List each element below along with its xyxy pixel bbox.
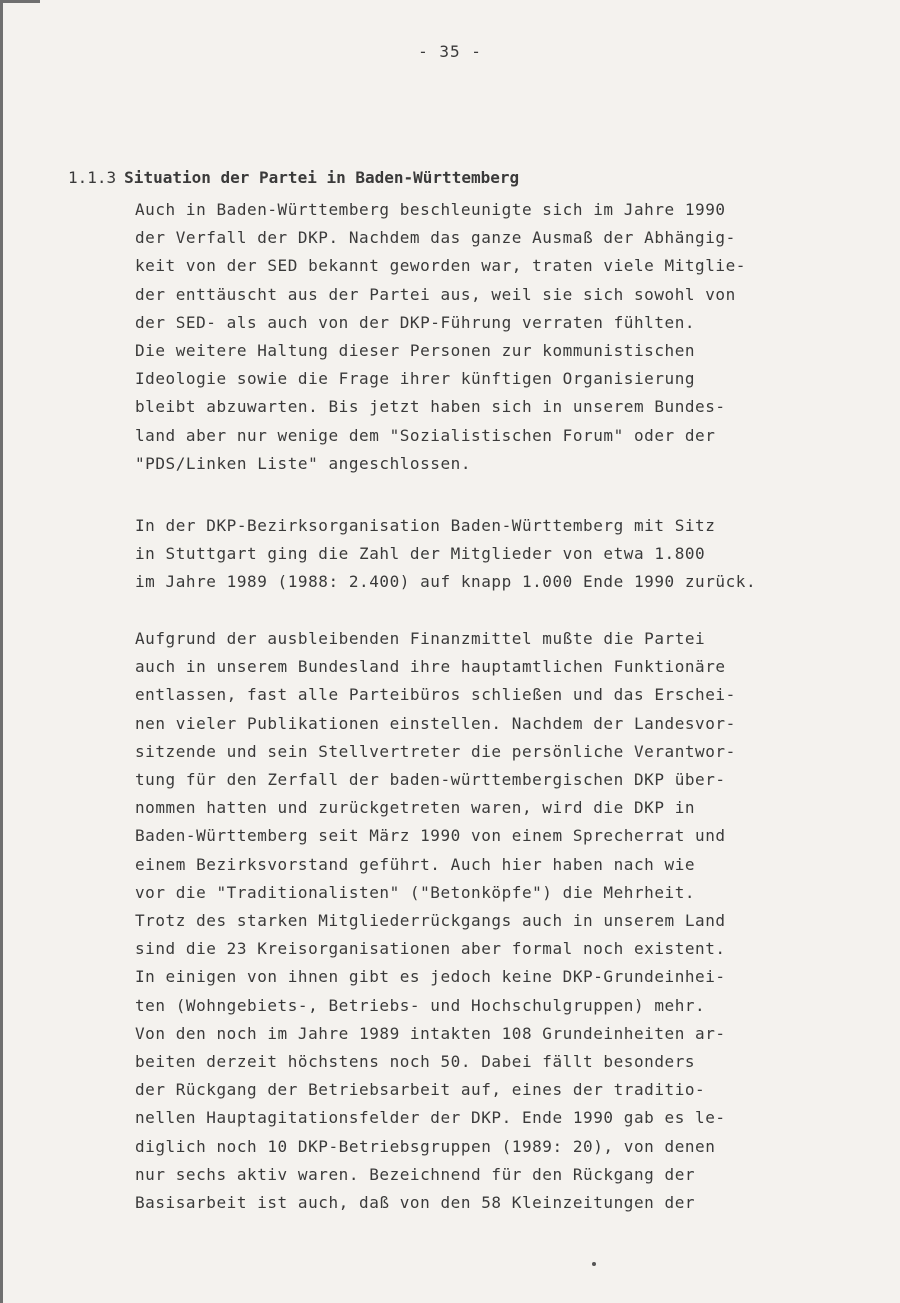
scan-edge-top	[0, 0, 40, 3]
paragraph-1: Auch in Baden-Württemberg beschleunigte sich im Jahre 1990 der Verfall der DKP. Nachdem das ganze Ausmaß der Abhängig- keit von der SED bekannt geworden war, traten viele Mitglie- der enttäuscht aus der Partei aus, weil sie sich sowohl von der SED- als auch von der DKP-Führung verraten fühlten. Die weitere Haltung dieser Personen zur kommunistischen Ideologie sowie die Frage ihrer künftigen Organisierung bleibt abzuwarten. Bis jetzt haben sich in unserem Bundes- land aber nur wenige dem "Sozialistischen Forum" oder der "PDS/Linken Liste" angeschlossen.	[135, 200, 746, 473]
section-heading	[68, 168, 519, 187]
paragraph-3: Aufgrund der ausbleibenden Finanzmittel mußte die Partei auch in unserem Bundesland ihre hauptamtlichen Funktionäre entlassen, fast alle Parteibüros schließen und das Erschei- nen vieler Publikationen einstellen. Nachdem der Landesvor- sitzende und sein Stellvertreter die persönliche Verantwor- tung für den Zerfall der baden-württembergischen DKP über- nommen hatten und zurückgetreten waren, wird die DKP in Baden-Württemberg seit März 1990 von einem Sprecherrat und einem Bezirksvorstand geführt. Auch hier haben nach wie vor die "Traditionalisten" ("Betonköpfe") die Mehrheit. Trotz des starken Mitgliederrückgangs auch in unserem Land sind die 23 Kreisorganisationen aber formal noch existent. In einigen von ihnen gibt es jedoch keine DKP-Grundeinhei- ten (Wohngebiets-, Betriebs- und Hochschulgruppen) mehr. Von den noch im Jahre 1989 intakten 108 Grundeinheiten ar- beiten derzeit höchstens noch 50. Dabei fällt besonders der Rückgang der Betriebsarbeit auf, eines der traditio- nellen Hauptagitationsfelder der DKP. Ende 1990 gab es le- diglich noch 10 DKP-Betriebsgruppen (1989: 20), von denen nur sechs aktiv waren. Bezeichnend für den Rückgang der Basisarbeit ist auch, daß von den 58 Kleinzeitungen der	[135, 629, 736, 1213]
paragraph-2: In der DKP-Bezirksorganisation Baden-Württemberg mit Sitz in Stuttgart ging die Zahl der Mitglieder von etwa 1.800 im Jahre 1989 (1988: 2.400) auf knapp 1.000 Ende 1990 zurück.	[135, 516, 757, 592]
scan-edge-left	[0, 0, 3, 1303]
scan-speck	[592, 1262, 596, 1266]
section-title: Situation der Partei in Baden-Württemberg	[124, 168, 520, 187]
page-number: - 35 -	[418, 42, 482, 61]
section-number: 1.1.3	[68, 168, 117, 187]
